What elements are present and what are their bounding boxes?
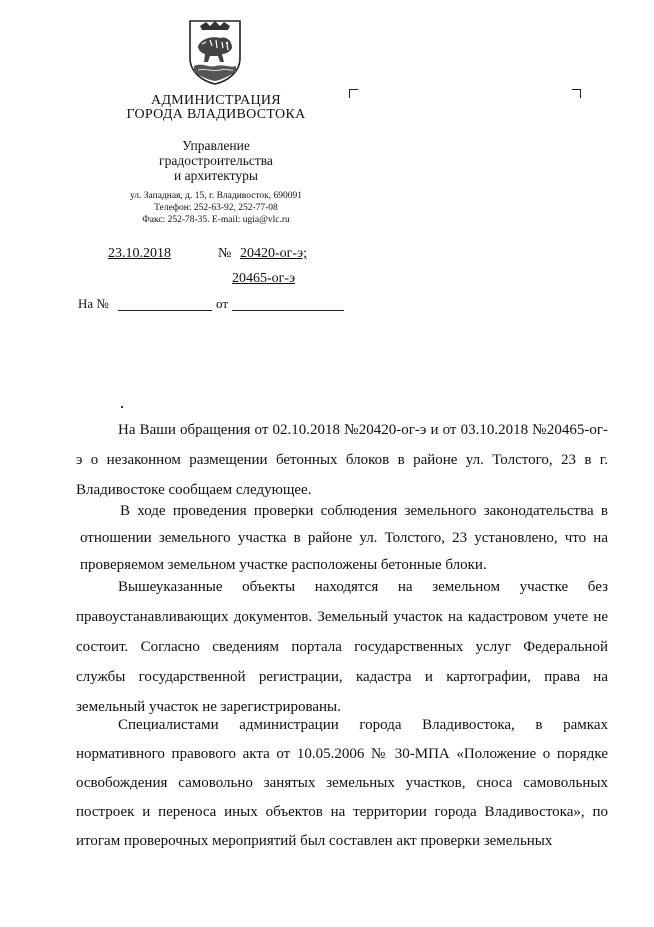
body-paragraph-4: Специалистами администрации города Владивостока, в рамках нормативного правового акта от 10.05.2006 № 30-МПА «Положение о порядке освобождения самовольно занятых земельных участков, сноса самовольных построек и переноса иных объектов на территории города Владивостока», по итогам проверочных мероприятий был составлен акт проверки земельных (76, 717, 608, 849)
organization-name (118, 94, 314, 122)
org-line-2: ГОРОДА ВЛАДИВОСТОКА (126, 107, 306, 122)
contact-address: ул. Западная, д. 15, г. Владивосток, 690091 (129, 191, 303, 201)
reference-number-blank (118, 310, 212, 311)
address-corner-left (349, 89, 358, 98)
outgoing-date: 23.10.2018 (108, 246, 171, 261)
contact-fax-email: Факс: 252-78-35. E-mail: ugia@vlc.ru (142, 215, 290, 225)
department-name (118, 138, 314, 183)
stray-mark (121, 406, 123, 408)
reference-date-blank (232, 310, 344, 311)
contact-phone: Телефон: 252-63-92, 252-77-08 (154, 203, 278, 213)
org-line-1: АДМИНИСТРАЦИЯ (151, 93, 281, 108)
body-paragraph-1: На Ваши обращения от 02.10.2018 №20420-ог-э и от 03.10.2018 №20465-ог-э о незаконном размещении бетонных блоков в районе ул. Толстого, 23 в г. Владивостоке сообщаем следующее. (76, 422, 608, 498)
outgoing-number-1: 20420-ог-э; (240, 246, 307, 261)
dept-line-2: градостроительства (159, 153, 273, 168)
dept-line-1: Управление (182, 138, 250, 153)
outgoing-number-2: 20465-ог-э (232, 271, 296, 286)
number-sign: № (218, 246, 232, 261)
address-corner-right (572, 89, 581, 98)
contact-block (98, 190, 334, 226)
body-paragraph-3: Вышеуказанные объекты находятся на земельном участке без правоустанавливающих документов. Земельный участок на кадастровом учете не состоит. Согласно сведениям портала государственных услуг Федеральной службы государственной регистрации, кадастра и картографии, права на земельный участок не зарегистрированы. (76, 579, 608, 715)
body-paragraph-2: В ходе проведения проверки соблюдения земельного законодательства в отношении земельного участка в районе ул. Толстого, 23 установлено, что на проверяемом земельном участке расположены бетонные блоки. (80, 503, 608, 573)
reference-number-label: На № (78, 296, 109, 311)
dept-line-3: и архитектуры (174, 168, 258, 183)
coat-of-arms-icon (186, 18, 244, 86)
reference-date-label: от (216, 296, 229, 311)
